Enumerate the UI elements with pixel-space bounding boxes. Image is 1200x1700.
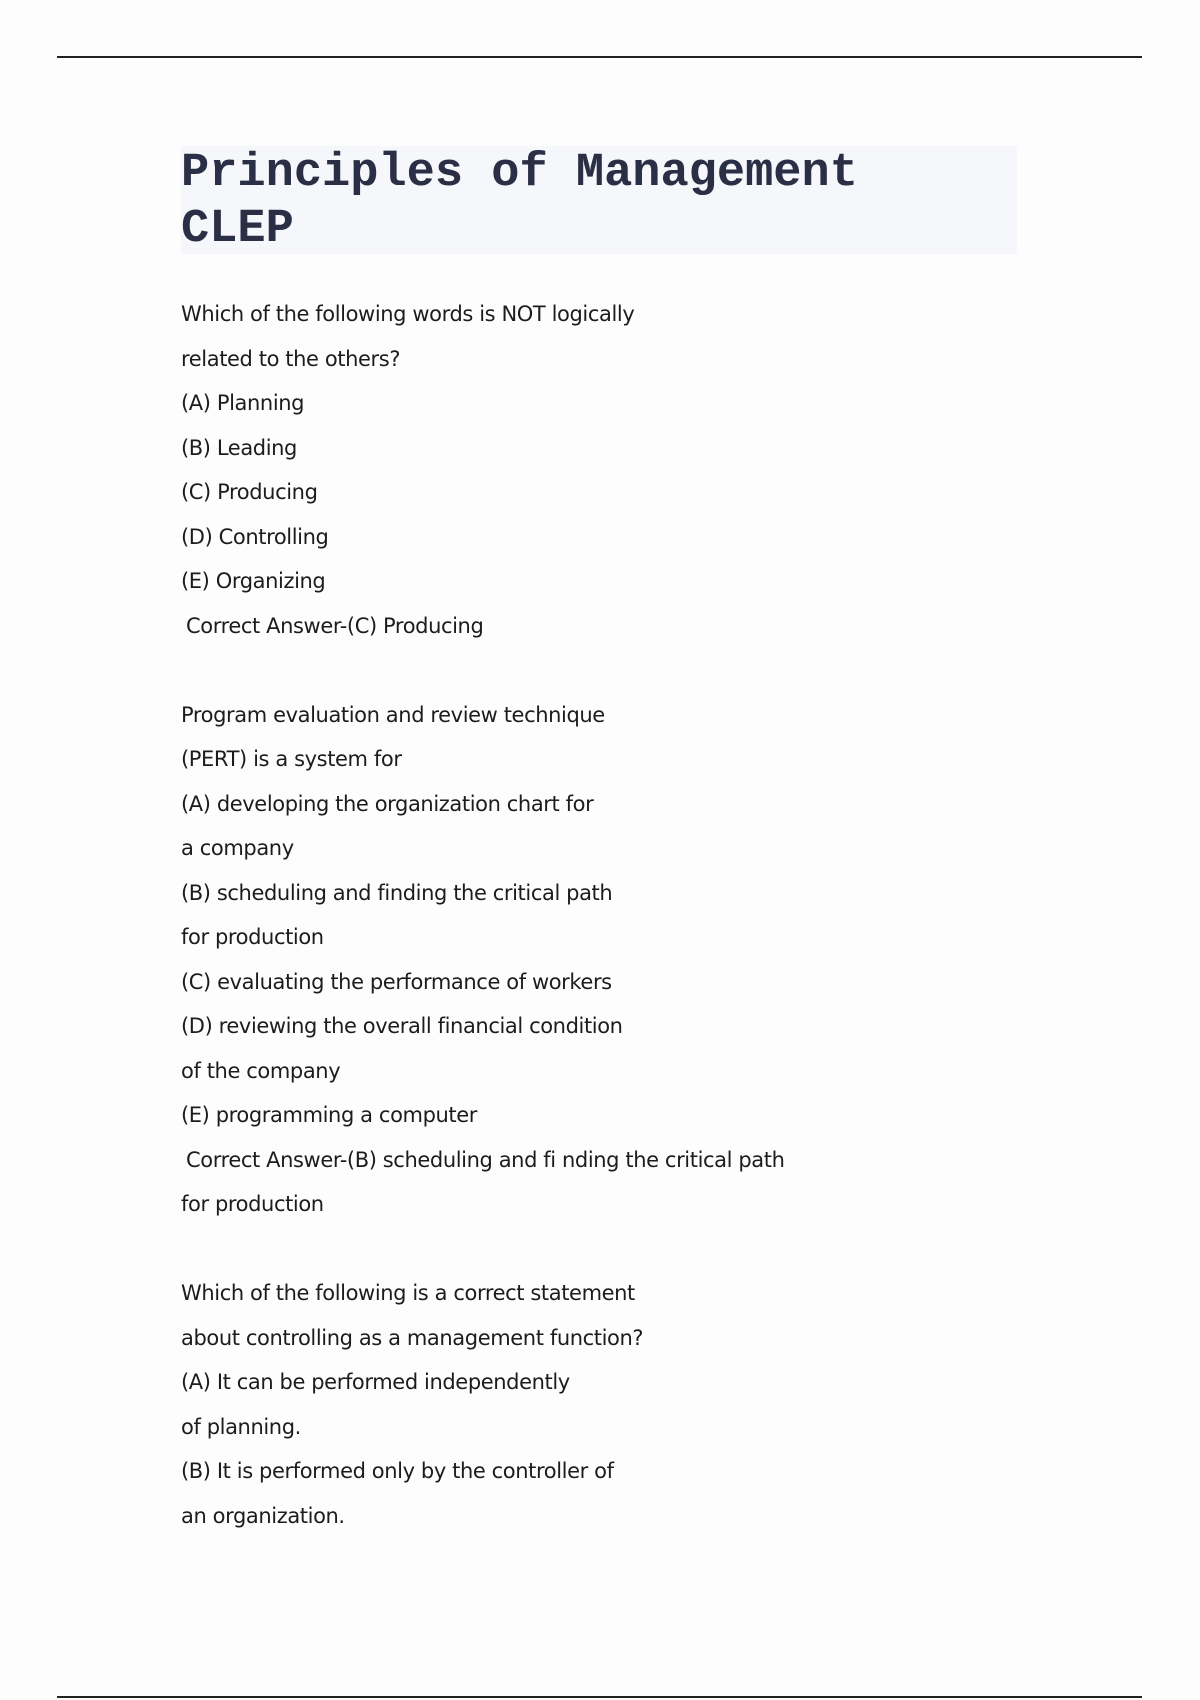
- answer-option: of the company: [181, 1058, 341, 1083]
- question-text: Program evaluation and review technique: [181, 702, 605, 727]
- question-text: about controlling as a management function?: [181, 1325, 644, 1350]
- correct-answer: for production: [181, 1192, 324, 1216]
- question-text: Which of the following words is NOT logically: [181, 302, 635, 326]
- answer-option: (D) reviewing the overall financial condition: [181, 1014, 623, 1038]
- question-block: [181, 693, 1081, 1227]
- header-rule: [57, 56, 1142, 58]
- answer-option: of planning.: [181, 1414, 301, 1439]
- question-block: [181, 1271, 1081, 1538]
- title-line: CLEP: [181, 203, 294, 256]
- answer-option: (C) evaluating the performance of workers: [181, 969, 612, 994]
- answer-option: (A) It can be performed independently: [181, 1370, 570, 1394]
- answer-option: (B) Leading: [181, 435, 297, 460]
- answer-option: an organization.: [181, 1503, 345, 1528]
- answer-option: (C) Producing: [181, 480, 318, 504]
- answer-option: (A) Planning: [181, 391, 305, 415]
- answer-option: (E) programming a computer: [181, 1103, 477, 1127]
- answer-option: (B) It is performed only by the controller of: [181, 1459, 614, 1483]
- answer-option: (B) scheduling and finding the critical path: [181, 880, 613, 905]
- title-line: Principles of Management: [181, 147, 858, 200]
- question-text: (PERT) is a system for: [181, 747, 402, 771]
- document-body: [181, 292, 1081, 1538]
- correct-answer: Correct Answer-(C) Producing: [186, 613, 484, 638]
- footer-rule: [57, 1696, 1142, 1698]
- spacer: [181, 648, 1081, 693]
- answer-option: for production: [181, 925, 324, 949]
- question-block: [181, 292, 1081, 648]
- correct-answer: Correct Answer-(B) scheduling and fi nding the critical path: [186, 1147, 785, 1172]
- answer-option: a company: [181, 836, 294, 860]
- answer-option: (E) Organizing: [181, 569, 326, 593]
- question-text: Which of the following is a correct statement: [181, 1281, 635, 1305]
- answer-option: (D) Controlling: [181, 524, 329, 549]
- page-title: [181, 146, 1017, 258]
- title-block: [181, 146, 1017, 254]
- question-text: related to the others?: [181, 346, 401, 371]
- spacer: [181, 1227, 1081, 1272]
- answer-option: (A) developing the organization chart for: [181, 791, 594, 816]
